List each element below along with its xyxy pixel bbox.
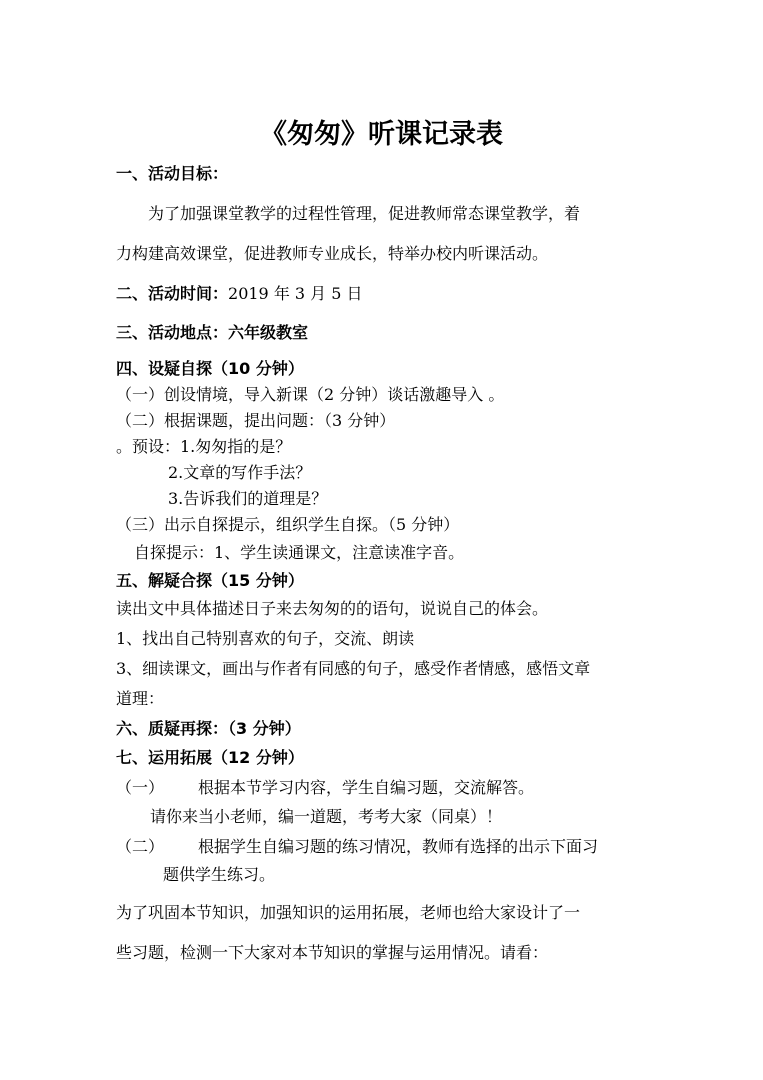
apply-item-1-text: 根据本节学习内容，学生自编习题，交流解答。 <box>198 778 535 797</box>
activity-date: 2019 年 3 月 5 日 <box>228 284 363 303</box>
apply-paragraph-line-2: 些习题，检测一下大家对本节知识的掌握与运用情况。请看： <box>116 943 549 962</box>
section-time <box>116 283 363 305</box>
apply-item-1-sub: 请你来当小老师，编一道题，考考大家（同桌）！ <box>150 807 503 826</box>
section-heading-question: 六、质疑再探：（3 分钟） <box>116 719 301 738</box>
section-heading-location: 三、活动地点：六年级教室 <box>116 323 309 342</box>
cooperate-line-1: 读出文中具体描述日子来去匆匆的的语句，说说自己的体会。 <box>116 599 549 618</box>
apply-item-2-number: （二） <box>116 837 165 856</box>
explore-item-1: （一）创设情境，导入新课（2 分钟）谈话激趣导入 。 <box>116 385 505 404</box>
section-heading-apply: 七、运用拓展（12 分钟） <box>116 748 304 767</box>
cooperate-line-2: 1、找出自己特别喜欢的句子，交流、朗读 <box>116 629 415 648</box>
cooperate-line-3: 3、细读课文，画出与作者有同感的句子，感受作者情感，感悟文章 <box>116 659 591 678</box>
section-heading-time: 二、活动时间： <box>116 284 229 303</box>
explore-hint: 自探提示：1、学生读通课文，注意读准字音。 <box>134 543 465 562</box>
apply-item-2-text: 根据学生自编习题的练习情况，教师有选择的出示下面习 <box>198 837 599 856</box>
section-heading-cooperate: 五、解疑合探（15 分钟） <box>116 571 304 590</box>
goals-paragraph-line-1: 为了加强课堂教学的过程性管理，促进教师常态课堂教学，着 <box>148 204 581 223</box>
goals-paragraph-line-2: 力构建高效课堂，促进教师专业成长，特举办校内听课活动。 <box>116 244 549 263</box>
explore-item-3: （三）出示自探提示，组织学生自探。（5 分钟） <box>116 515 460 534</box>
apply-paragraph-line-1: 为了巩固本节知识，加强知识的运用拓展，老师也给大家设计了一 <box>116 903 581 922</box>
explore-preset-2: 2.文章的写作手法？ <box>168 463 312 482</box>
document-title: 《匆匆》听课记录表 <box>260 119 503 150</box>
apply-item-2-cont: 题供学生练习。 <box>163 865 276 884</box>
section-heading-goals: 一、活动目标： <box>116 164 229 183</box>
explore-preset-3: 3.告诉我们的道理是？ <box>168 489 328 508</box>
explore-item-2: （二）根据课题，提出问题：（3 分钟） <box>116 411 396 430</box>
explore-preset-1: 。预设：1.匆匆指的是？ <box>116 437 292 456</box>
apply-item-1-number: （一） <box>116 778 165 797</box>
section-heading-explore: 四、设疑自探（10 分钟） <box>116 359 304 378</box>
cooperate-line-4: 道理： <box>116 689 165 708</box>
